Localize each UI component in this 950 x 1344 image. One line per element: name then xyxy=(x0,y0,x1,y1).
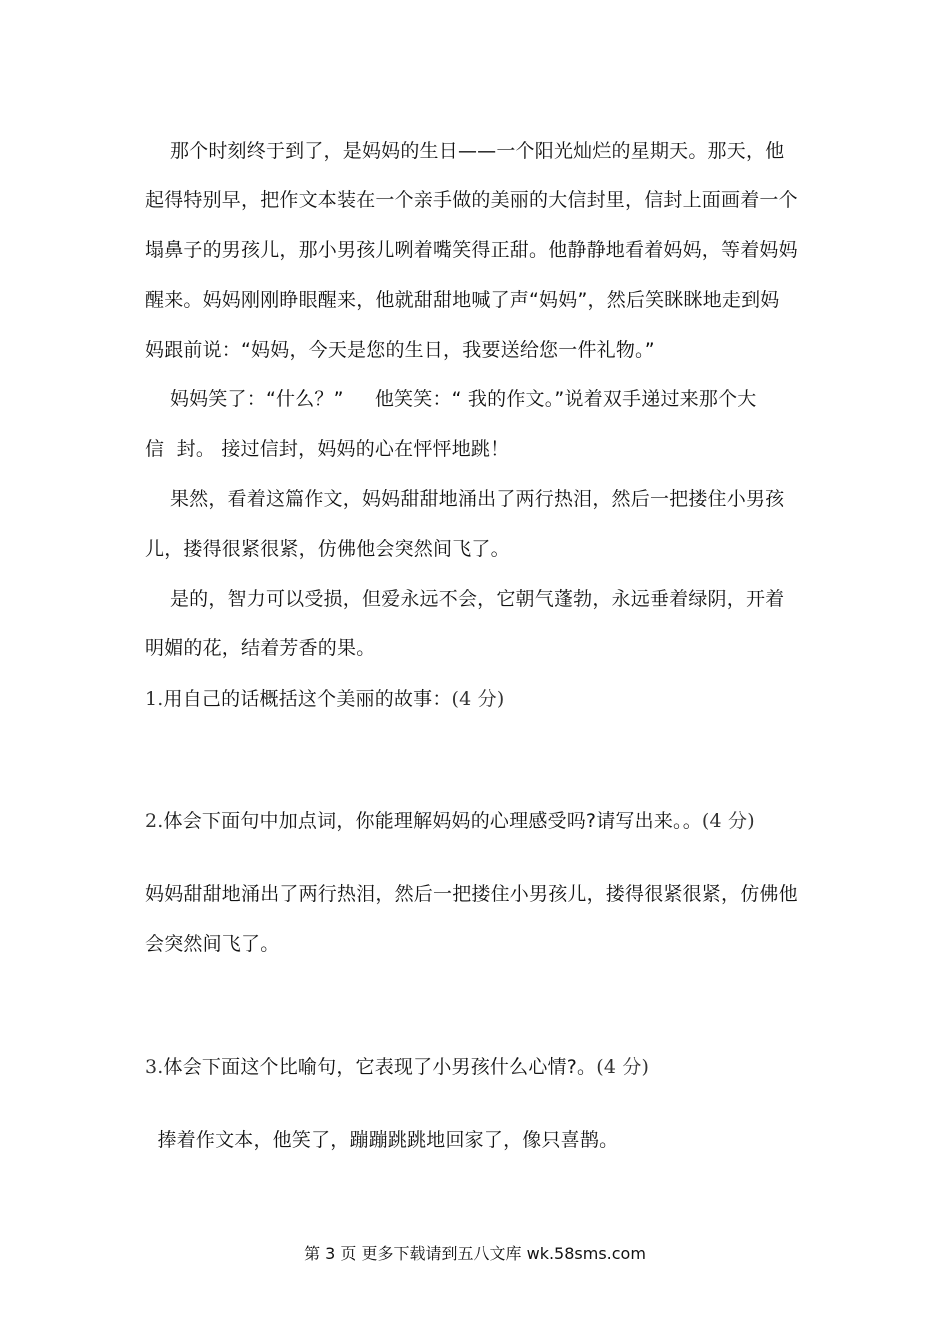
question-score: (4 分) xyxy=(596,1056,650,1078)
paragraph-line: 信 封。 接过信封，妈妈的心在怦怦地跳！ xyxy=(145,438,510,460)
question-text: 体会下面句中加点词，你能理解妈妈的心理感受吗?请写出来。。 xyxy=(163,810,702,832)
paragraph-line: 那个时刻终于到了，是妈妈的生日——一个阳光灿烂的星期天。那天，他 xyxy=(145,140,785,162)
quote-line: 妈妈甜甜地涌出了两行热泪，然后一把搂住小男孩儿，搂得很紧很紧，仿佛他 xyxy=(145,883,798,905)
question-3 xyxy=(145,1054,649,1080)
paragraph-line: 是的，智力可以受损，但爱永远不会，它朝气蓬勃，永远垂着绿阴，开着 xyxy=(145,588,785,610)
question-1 xyxy=(145,686,505,712)
quote-line: 会突然间飞了。 xyxy=(145,933,280,955)
question-number: 3. xyxy=(145,1056,164,1078)
question-number: 2. xyxy=(145,810,164,832)
question-score: (4 分) xyxy=(701,810,755,832)
paragraph-line: 醒来。妈妈刚刚睁眼醒来，他就甜甜地喊了声“妈妈”，然后笑眯眯地走到妈 xyxy=(145,289,780,311)
paragraph-line: 果然，看着这篇作文，妈妈甜甜地涌出了两行热泪，然后一把搂住小男孩 xyxy=(145,488,785,510)
paragraph-line: 妈跟前说：“妈妈，今天是您的生日，我要送给您一件礼物。” xyxy=(145,339,655,361)
question-number: 1. xyxy=(145,688,164,710)
question-score: (4 分) xyxy=(451,688,505,710)
paragraph-line: 明媚的花，结着芳香的果。 xyxy=(145,637,376,659)
paragraph-line: 儿，搂得很紧很紧，仿佛他会突然间飞了。 xyxy=(145,538,510,560)
question-text: 用自己的话概括这个美丽的故事： xyxy=(163,688,452,710)
quote-line: 捧着作文本，他笑了，蹦蹦跳跳地回家了，像只喜鹊。 xyxy=(145,1129,619,1151)
paragraph-line: 塌鼻子的男孩儿，那小男孩儿咧着嘴笑得正甜。他静静地看着妈妈，等着妈妈 xyxy=(145,239,798,261)
page-footer: 第 3 页 更多下载请到五八文库 wk.58sms.com xyxy=(304,1244,646,1263)
paragraph-line: 妈妈笑了：“什么？” 他笑笑：“ 我的作文。”说着双手递过来那个大 xyxy=(145,388,757,410)
paragraph-line: 起得特别早，把作文本装在一个亲手做的美丽的大信封里，信封上面画着一个 xyxy=(145,189,798,211)
question-text: 体会下面这个比喻句，它表现了小男孩什么心情?。 xyxy=(163,1056,597,1078)
question-2 xyxy=(145,808,755,834)
